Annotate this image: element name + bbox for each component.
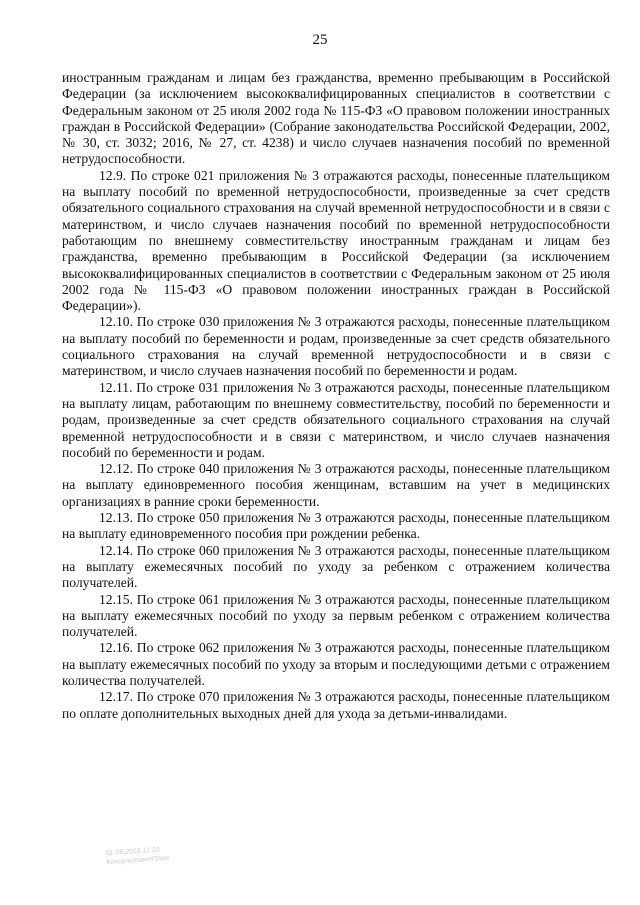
paragraph-12-12: 12.12. По строке 040 приложения № 3 отражаются расходы, понесенные плательщиком на выплату единовременного пособия женщинам, вставшим на учет в медицинских организациях в ранние сроки беременности. xyxy=(62,461,610,509)
paragraph-12-14: 12.14. По строке 060 приложения № 3 отражаются расходы, понесенные плательщиком на выплату ежемесячных пособий по уходу за ребенком с отражением количества получателей. xyxy=(62,542,610,591)
paragraph-12-9: 12.9. По строке 021 приложения № 3 отражаются расходы, понесенные плательщиком на выплату пособий по временной нетрудоспособности, произведенные за счет средств обязательного социального страхования на случай временной нетрудоспособности и в связи с материнством, и число случаев назначения пособий по временной нетрудоспособности работающим по внешнему совместительству иностранным гражданам и лицам без гражданства, временно пребывающим в Российской Федерации (за исключением высококвалифицированных специалистов в соответствии с Федеральным законом от 25 июля 2002 года № 115-ФЗ «О правовом положении иностранных граждан в Российской Федерации»). xyxy=(62,167,610,314)
paragraph-12-13: 12.13. По строке 050 приложения № 3 отражаются расходы, понесенные плательщиком на выплату единовременного пособия при рождении ребенка. xyxy=(62,510,610,542)
stamp-line-1: 01.06.2016 11:10 xyxy=(105,846,160,858)
faint-stamp xyxy=(105,845,170,867)
paragraph-12-17: 12.17. По строке 070 приложения № 3 отражаются расходы, понесенные плательщиком по оплате дополнительных выходных дней для ухода за детьми-инвалидами. xyxy=(62,689,610,721)
paragraph-12-16: 12.16. По строке 062 приложения № 3 отражаются расходы, понесенные плательщиком на выплату ежемесячных пособий по уходу за вторым и последующими детьми с отражением количества получателей. xyxy=(62,640,610,688)
paragraph-12-10: 12.10. По строке 030 приложения № 3 отражаются расходы, понесенные плательщиком на выплату пособий по беременности и родам, произведенные за счет средств обязательного социального страхования на случай временной нетрудоспособности и в связи с материнством, и число случаев назначения пособий по беременности и родам. xyxy=(62,314,610,379)
paragraph-12-11: 12.11. По строке 031 приложения № 3 отражаются расходы, понесенные плательщиком на выплату лицам, работающим по внешнему совместительству, пособий по беременности и родам, произведенные за счет средств обязательного социального страхования на случай временной нетрудоспособности и в связи с материнством, и число случаев назначения пособий по беременности и родам. xyxy=(62,379,610,460)
stamp-line-2: КонсультантПлюс xyxy=(106,854,170,867)
document-body xyxy=(62,70,610,722)
paragraph-12-15: 12.15. По строке 061 приложения № 3 отражаются расходы, понесенные плательщиком на выплату ежемесячных пособий по уходу за первым ребенком с отражением количества получателей. xyxy=(62,591,610,640)
paragraph-continuation: иностранным гражданам и лицам без гражданства, временно пребывающим в Российской Федерации (за исключением высококвалифицированных специалистов в соответствии с Федеральным законом от 25 июля 2002 года № 115-ФЗ «О правовом положении иностранных граждан в Российской Федерации» (Собрание законодательства Российской Федерации, 2002, № 30, ст. 3032; 2016, № 27, ст. 4238) и число случаев назначения пособий по временной нетрудоспособности. xyxy=(62,70,610,167)
page-number: 25 xyxy=(312,32,328,48)
